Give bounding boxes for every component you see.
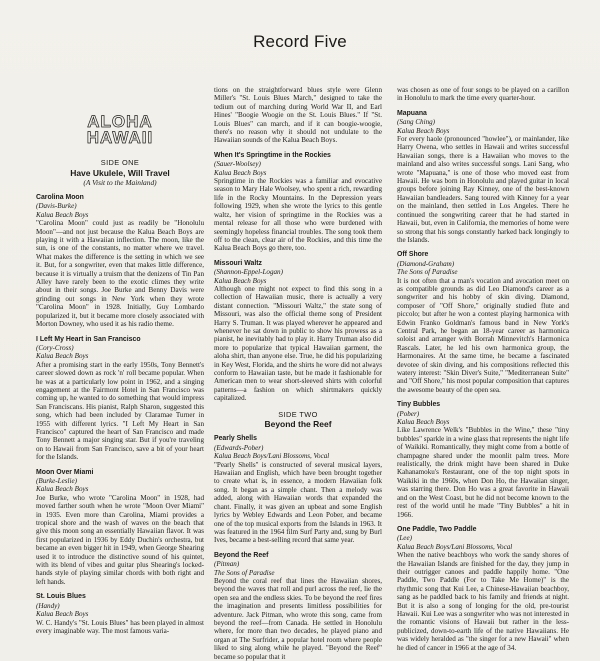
song-notes: It is not often that a man's vocation and avocation meet on as compatible grounds as did Leo Diamond's career as a songwriter and his hobby of skin diving. Diamond, composer of "Off Shore," originally studied flute and piccolo; but after he won a contest playing harmonica with Edwin Franko Goldman's famous band in New York's Central Park, he began an 18-year career as harmonica soloist and arranger with Borrah Minnevitch's Harmonica Rascals. Later, he led his own harmonica group, the Harmonaires. At the same time, he became a fascinated devotee of skin diving, and his compositions reflected this watery interest: "Skin Diver's Suite," "Mediterranean Suite" and "Off Shore," his most popular composition that captures the awesome beauty of the open sea.	[397, 276, 569, 394]
side-two-header	[214, 411, 382, 429]
song-artist: Kalua Beach Boys	[214, 276, 267, 285]
song-artist: Kalua Beach Boys/Lani Blossoms, Vocal	[397, 542, 513, 551]
song-title: When It's Springtime in the Rockies	[214, 151, 331, 159]
song-title: I Left My Heart in San Francisco	[36, 335, 141, 343]
song-writers: (Diamond-Graham)	[397, 259, 455, 268]
song-artist: Kalua Beach Boys	[36, 610, 89, 619]
song-title: Tiny Bubbles	[397, 401, 441, 409]
song-notes: "Pearly Shells" is constructed of several musical layers, Hawaiian and English, which have been brought together to create what is, in essence, a modern Hawaiian folk song. It began as a simple chant. Then a melody was added, along with Hawaiian words that expanded the chant. Finally, it was given an upbeat and some English lyrics by Webley Edwards and Leon Pober, and became one of the top musical exports from the Islands in 1963. It was featured in the 1964 film Surf Party and, sung by Burl Ives, became a best-selling record that same year.	[214, 460, 382, 545]
song-entry	[214, 260, 382, 403]
column-3	[397, 86, 569, 652]
song-title: Off Shore	[397, 251, 429, 259]
song-notes: W. C. Handy's "St. Louis Blues" has been played in almost every imaginable way. The most famous varia-	[36, 618, 204, 635]
side-one-subtitle: (A Visit to the Mainland)	[83, 178, 157, 187]
continued-notes: was chosen as one of four songs to be played on a carillon in Honolulu to mark the time every quarter-hour.	[397, 86, 569, 103]
song-writers: (Sauer-Woolsey)	[214, 160, 261, 169]
continued-notes: tions on the straightforward blues style were Glenn Miller's "St. Louis Blues March," designed to take the tedium out of marching during World War II, and Earl Hines' "Boogie Woogie on the St. Louis Blues." If "St. Louis Blues" can march, and if it can boogie-woogie, there's no reason why it should not undulate to the Hawaiian sounds of the Kalua Beach Boys.	[214, 86, 382, 145]
song-artist: The Sons of Paradise	[214, 568, 275, 577]
song-title: St. Louis Blues	[36, 593, 86, 601]
song-notes: Like Lawrence Welk's "Bubbles in the Wine," these "tiny bubbles" sparkle in a wine glass that represents the night life of Waikiki. Romantically, they might come from a bottle of champagne shared under the moonlit palm trees. More realistically, the drink might have been shared in Duke Kahanamoku's Restaurant, one of the top night spots in Waikiki in the 1960s, when Don Ho, the Hawaiian singer, was starring there. Don Ho was a great favorite in Hawaii and on the West Coast, but he did not become known to the rest of the world until he made "Tiny Bubbles" a hit in 1966.	[397, 426, 569, 519]
song-entry	[397, 401, 569, 519]
song-entry	[36, 336, 204, 462]
side-one-label: SIDE ONE	[100, 158, 140, 167]
song-entry	[36, 194, 204, 329]
song-title: Moon Over Miami	[36, 468, 94, 476]
aloha-hawaii-logo	[36, 114, 204, 146]
song-writers: (Pitman)	[214, 560, 240, 569]
column-1	[36, 86, 204, 635]
song-writers: (Pober)	[397, 409, 420, 418]
song-writers: (Cory-Cross)	[36, 343, 74, 352]
song-entry	[397, 251, 569, 394]
song-artist: Kalua Beach Boys	[36, 210, 89, 219]
song-entry	[214, 435, 382, 544]
logo-line-2: HAWAII	[86, 128, 154, 147]
record-title: Record Five	[253, 32, 347, 51]
song-notes: When the native beachboys who work the sandy shores of the Hawaiian Islands are finished for the day, they jump in their outrigger canoes and paddle happily home. "One Paddle, Two Paddle (For to Take Me Home)" is the rhythmic song that Kui Lee, a Chinese-Hawaiian beachboy, sang as he paddled back to his family and friends at night. But it is also a song of longing for the old, pre-tourist Hawaii. Kui Lee was a songwriter who was not interested in the romantic visions of Hawaii but rather in the less-publicized, down-to-earth life of the native Hawaiians. He was widely heralded as "the singer for a new Hawaii" when he died of cancer in 1966 at the age of 34.	[397, 551, 569, 652]
song-title: Carolina Moon	[36, 194, 84, 201]
side-one-header	[36, 158, 204, 187]
song-notes: Joe Burke, who wrote "Carolina Moon" in 1928, had moved farther south when he wrote "Moon Over Miami" in 1935. Even more than Carolina, Miami provides a tropical shore and the wash of waves on the beach that give this moon song an essentially Hawaiian flavor. It was first popularized in 1936 by Eddy Duchin's orchestra, but became an even bigger hit in 1949, when George Shearing used it to introduce the distinctive sound of his quintet, with its blend of vibes and guitar plus Shearing's locked-hands style of playing similar chords with both right and left hands.	[36, 493, 204, 586]
song-entry	[397, 110, 569, 245]
song-title: Missouri Waltz	[214, 259, 262, 267]
song-notes: Although one might not expect to find this song in a collection of Hawaiian music, there is actually a very distant connection. "Missouri Waltz," the state song of Missouri, was also the official theme song of President Harry S. Truman. It was played wherever he appeared and whenever he sat down in public to show his prowess as a pianist, he inevitably had to play it. Harry Truman also did more to popularize that typical Hawaiian garment, the aloha shirt, than anyone else. True, he did his popularizing in Key West, Florida, and the shirts he wore did not always conform to Hawaiian taste, but he made it fashionable for American men to wear short-sleeved shirts with colorful patterns—a fashion on which shirtmakers quickly capitalized.	[214, 284, 382, 403]
song-title: One Paddle, Two Paddle	[397, 525, 477, 533]
song-writers: (Lee)	[397, 534, 412, 543]
song-notes: For every haole (pronounced "howlee"), or mainlander, like Harry Owena, who settles in Hawaii and writes successful Hawaiian songs, there is a Hawaiian who moves to the mainland and also writes successful songs. Lani Sang, who wrote "Mapuana," is one of those who moved east from Hawaii. He was born in Honolulu and played guitar in local groups before joining Ray Kinney, one of the best-known Hawaiian bandleaders. Sang toured with Kinney for a year on the mainland, then settled in Los Angeles. There he continued the songwriting career that he had started in Hawaii, but, even in California, the memories of home were so strong that his songs constantly harked back longingly to the Islands.	[397, 135, 569, 244]
song-writers: (Edwards-Pober)	[214, 443, 264, 452]
song-artist: Kalua Beach Boys/Lani Blossoms, Vocal	[214, 452, 330, 461]
song-artist: Kalua Beach Boys	[36, 485, 89, 494]
side-two-album: Beyond the Reef	[264, 419, 332, 430]
song-artist: Kalua Beach Boys	[36, 352, 89, 361]
logo-line-1: ALOHA	[87, 112, 153, 131]
song-entry	[214, 552, 382, 661]
song-artist: The Sons of Paradise	[397, 268, 458, 277]
song-notes: "Carolina Moon" could just as readily be "Honolulu Moon"—and not just because the Kalua Beach Boys are playing it with a Hawaiian inflection. The moon, like the sun, is one of the constants, no matter where we travel. What makes the difference is the setting in which we see it. But, for a songwriter, even that makes little difference, because it is virtually a truism that the denizens of Tin Pan Alley have rarely been to the exotic climes they write about in their songs. Joe Burke and Benny Davis were grinding out songs in New York when they wrote "Carolina Moon" in 1928. Initially, Guy Lombardo popularized it, but it became more closely associated with Morton Downey, who used it as his radio theme.	[36, 219, 204, 329]
song-artist: Kalua Beach Boys	[397, 418, 450, 427]
song-entry	[397, 526, 569, 652]
song-writers: (Burke-Leslie)	[36, 477, 77, 485]
song-title: Mapuana	[397, 109, 427, 117]
song-artist: Kalua Beach Boys	[397, 126, 450, 135]
song-notes: Beyond the coral reef that lines the Hawaiian shores, beyond the waves that roll and purl across the reef, lie the open sea and the endless skies. To be beyond the reef fires the imagination and presents limitless possibilities for adventure. Jack Pitman, who wrote this song, came from beyond the reef—from Canada. He settled in Honolulu where, for more than two decades, he played piano and organ at The Surfrider, a popular hotel room where people liked to sing along while he played. "Beyond the Reef" became so popular that it	[214, 576, 382, 661]
song-writers: (Handy)	[36, 601, 60, 610]
song-entry	[36, 469, 204, 587]
song-notes: After a promising start in the early 1950s, Tony Bennett's career slowed down as rock 'n' roll became popular. When he was at a particularly low point in 1962, and a singing engagement at the Fairmont Hotel in San Francisco was coming up, he wanted to do something that would impress San Franciscans. His pianist, Ralph Sharon, suggested this song, which had been included by Claramae Turner in 1955 with different lyrics. "I Left My Heart in San Francisco" captured the heart of San Francisco and made Tony Bennett a major singing star. But if you're traveling on to Hawaii from San Francisco, save a bit of your heart for the Islands.	[36, 360, 204, 462]
song-writers: (Sang Ching)	[397, 118, 436, 127]
song-title: Pearly Shells	[214, 435, 257, 443]
side-one-album: Have Ukulele, Will Travel	[70, 168, 170, 178]
side-two-label: SIDE TWO	[278, 409, 318, 419]
song-artist: Kalua Beach Boys	[214, 168, 267, 177]
song-writers: (Shannon-Eppel-Logan)	[214, 268, 283, 277]
song-title: Beyond the Reef	[214, 551, 269, 559]
song-notes: Springtime in the Rockies was a familiar and evocative season to Mary Hale Woolsey, who spent a rich, rewarding life in the Rocky Mountains. In the Depression years following 1929, when she wrote the lyrics to this gentle waltz, her vision of springtime in the Rockies was a mental release for all those who were burdened with seemingly hopeless financial troubles. The song took them off to the clean, clear air of the Rockies, and this time the Kalua Beach Boys go there, too.	[214, 177, 382, 253]
column-2	[214, 86, 382, 661]
song-writers: (Davis-Burke)	[36, 202, 77, 211]
song-entry	[214, 152, 382, 253]
